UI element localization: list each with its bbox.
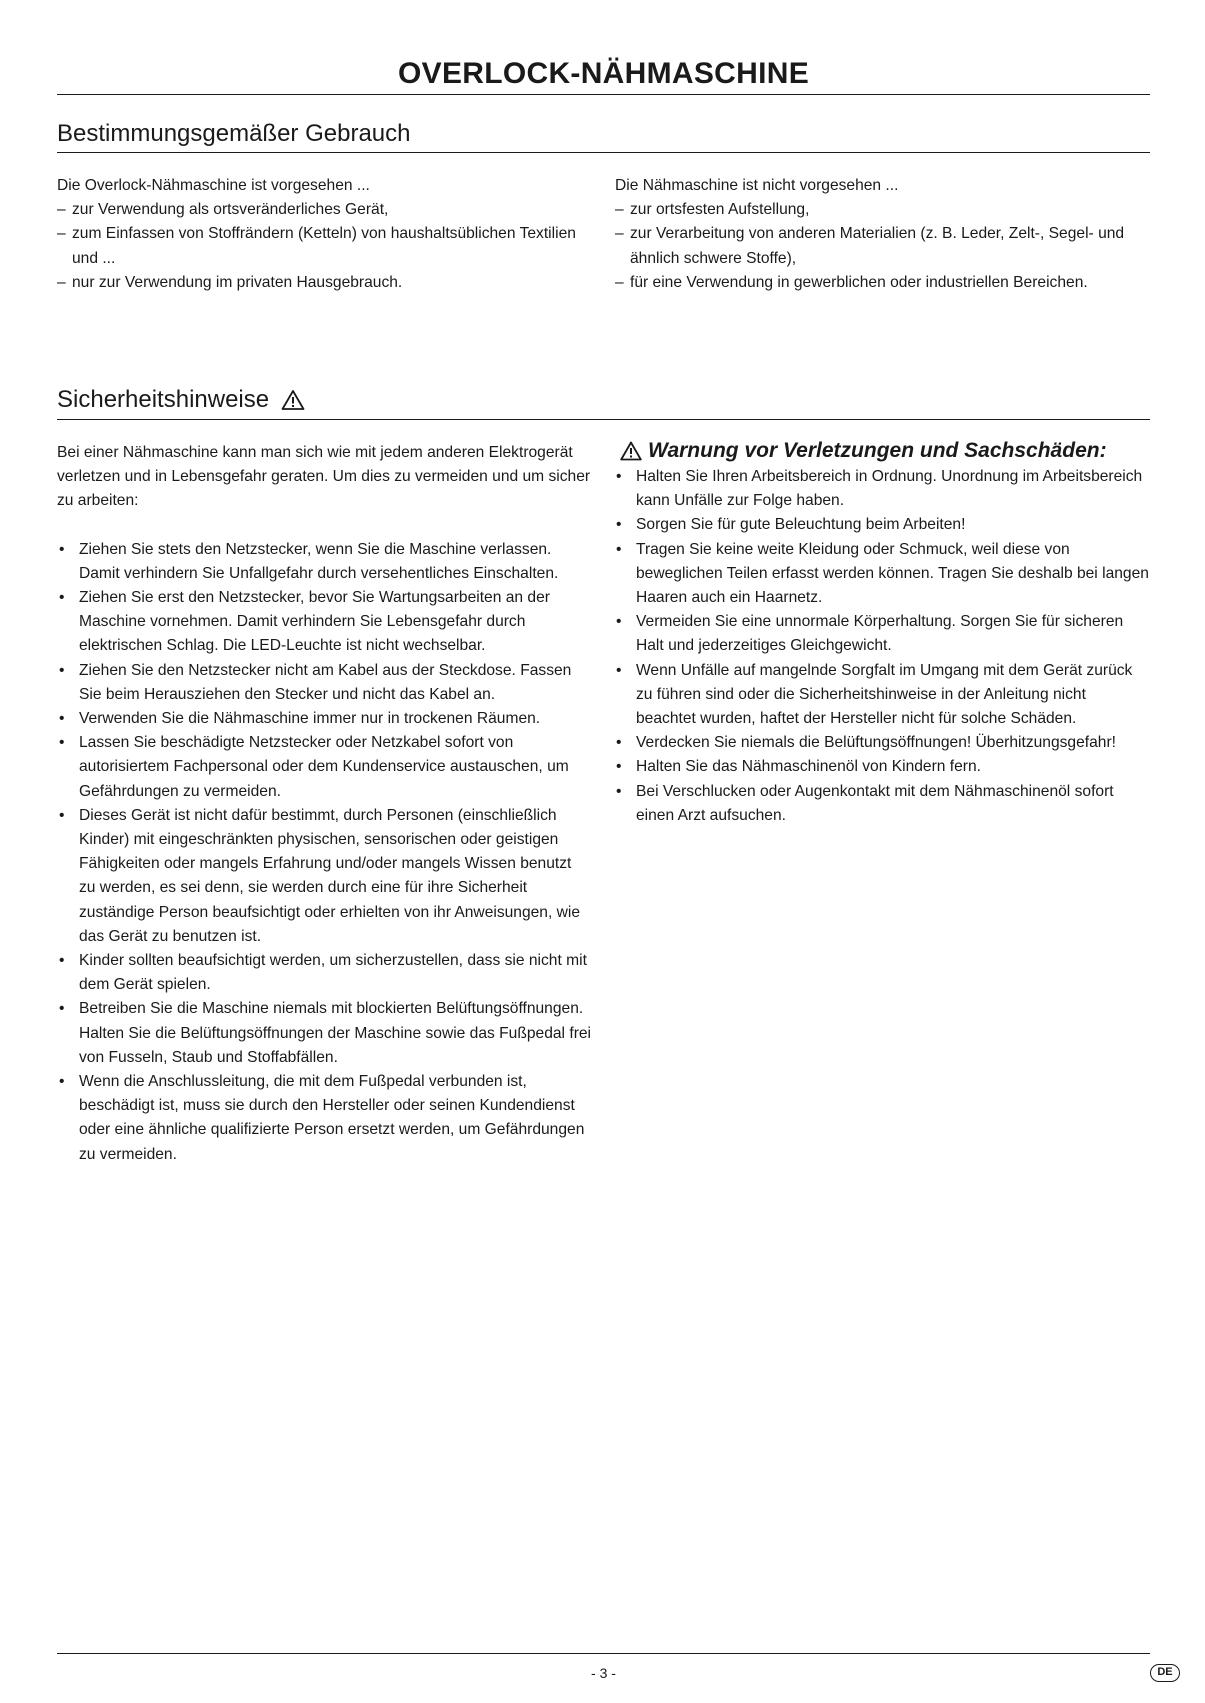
list-item: – zum Einfassen von Stoffrändern (Ketteln) von haushaltsüblichen Textilien und ... xyxy=(57,222,587,270)
language-badge: DE xyxy=(1150,1664,1180,1682)
intended-use-right-column xyxy=(615,174,1150,295)
dash-list xyxy=(57,198,587,295)
list-item: – nur zur Verwendung im privaten Hausgebrauch. xyxy=(57,271,587,295)
intro-text: Bei einer Nähmaschine kann man sich wie mit jedem anderen Elektrogerät verletzen und in Lebensgefahr geraten. Um dies zu vermeiden und um sicher zu arbeiten: xyxy=(57,444,591,510)
list-item: • Lassen Sie beschädigte Netzstecker oder Netzkabel sofort von autorisiertem Fachpersonal oder dem Kundenservice austauschen, um Gefährdungen zu vermeiden. xyxy=(57,731,592,804)
list-item: • Ziehen Sie erst den Netzstecker, bevor Sie Wartungsarbeiten an der Maschine vornehmen. Damit verhindern Sie Lebensgefahr durch elektrischen Schlag. Die LED-Leuchte ist nicht wechselbar. xyxy=(57,586,592,659)
list-item: • Ziehen Sie den Netzstecker nicht am Kabel aus der Steckdose. Fassen Sie beim Herausziehen den Stecker und nicht das Kabel an. xyxy=(57,659,592,707)
list-item: – für eine Verwendung in gewerblichen oder industriellen Bereichen. xyxy=(615,271,1150,295)
list-item: • Halten Sie Ihren Arbeitsbereich in Ordnung. Unordnung im Arbeitsbereich kann Unfälle zur Folge haben. xyxy=(614,465,1150,513)
section-rule xyxy=(57,152,1150,153)
page-title: OVERLOCK-NÄHMASCHINE xyxy=(398,57,809,90)
section-heading-intended-use xyxy=(57,119,410,149)
safety-right-column xyxy=(620,437,1150,828)
list-item: • Tragen Sie keine weite Kleidung oder Schmuck, weil diese von beweglichen Teilen erfasst werden können. Tragen Sie deshalb bei langen Haaren auch ein Haarnetz. xyxy=(614,538,1150,611)
footer-rule xyxy=(57,1653,1150,1654)
intro-text: Die Nähmaschine ist nicht vorgesehen ... xyxy=(615,177,899,194)
safety-left-column xyxy=(57,441,592,1167)
list-item: • Vermeiden Sie eine unnormale Körperhaltung. Sorgen Sie für sicheren Halt und jederzeitiges Gleichgewicht. xyxy=(614,610,1150,658)
warning-title-text: Warnung vor Verletzungen und Sachschäden: xyxy=(648,439,1107,462)
page-number: - 3 - xyxy=(591,1665,616,1681)
warning-title xyxy=(620,437,1150,465)
warning-triangle-icon xyxy=(281,389,305,411)
list-item: • Verdecken Sie niemals die Belüftungsöffnungen! Überhitzungsgefahr! xyxy=(614,731,1150,755)
list-item: – zur Verwendung als ortsveränderliches Gerät, xyxy=(57,198,587,222)
list-item: • Wenn Unfälle auf mangelnde Sorgfalt im Umgang mit dem Gerät zurück zu führen sind oder die Sicherheitshinweise in der Anleitung nicht beachtet wurden, haftet der Hersteller nicht für solche Schäden. xyxy=(614,659,1150,732)
list-item: • Dieses Gerät ist nicht dafür bestimmt, durch Personen (einschließlich Kinder) mit eingeschränkten physischen, sensorischen oder geistigen Fähigkeiten oder mangels Erfahrung und/oder mangels Wissen benutzt zu werden, es sei denn, sie werden durch eine für ihre Sicherheit zuständige Person beaufsichtigt oder erhielten von ihr Anweisungen, wie das Gerät zu benutzen ist. xyxy=(57,804,592,949)
list-item: – zur ortsfesten Aufstellung, xyxy=(615,198,1150,222)
list-item: • Bei Verschlucken oder Augenkontakt mit dem Nähmaschinenöl sofort einen Arzt aufsuchen. xyxy=(614,780,1150,828)
list-item: – zur Verarbeitung von anderen Materialien (z. B. Leder, Zelt-, Segel- und ähnlich schwere Stoffe), xyxy=(615,222,1150,270)
list-item: • Wenn die Anschlussleitung, die mit dem Fußpedal verbunden ist, beschädigt ist, muss sie durch den Hersteller oder seinen Kundendienst oder eine ähnliche qualifizierte Person ersetzt werden, um Gefährdungen zu vermeiden. xyxy=(57,1070,592,1167)
title-rule xyxy=(57,94,1150,95)
bullet-list xyxy=(614,465,1150,828)
section-heading-text: Bestimmungsgemäßer Gebrauch xyxy=(57,120,411,147)
dash-list xyxy=(615,198,1150,295)
intended-use-left-column xyxy=(57,174,587,295)
intro-text: Die Overlock-Nähmaschine ist vorgesehen ... xyxy=(57,177,370,194)
list-item: • Kinder sollten beaufsichtigt werden, um sicherzustellen, dass sie nicht mit dem Gerät spielen. xyxy=(57,949,592,997)
section-rule xyxy=(57,419,1150,420)
section-heading-safety xyxy=(57,385,305,415)
list-item: • Halten Sie das Nähmaschinenöl von Kindern fern. xyxy=(614,755,1150,779)
bullet-list xyxy=(57,538,592,1167)
list-item: • Ziehen Sie stets den Netzstecker, wenn Sie die Maschine verlassen. Damit verhindern Sie Unfallgefahr durch versehentliches Einschalten. xyxy=(57,538,592,586)
list-item: • Betreiben Sie die Maschine niemals mit blockierten Belüftungsöffnungen. Halten Sie die Belüftungsöffnungen der Maschine sowie das Fußpedal frei von Fusseln, Staub und Stoffabfällen. xyxy=(57,997,592,1070)
list-item: • Sorgen Sie für gute Beleuchtung beim Arbeiten! xyxy=(614,513,1150,537)
warning-triangle-icon xyxy=(620,441,642,461)
list-item: • Verwenden Sie die Nähmaschine immer nur in trockenen Räumen. xyxy=(57,707,592,731)
section-heading-text: Sicherheitshinweise xyxy=(57,386,270,413)
